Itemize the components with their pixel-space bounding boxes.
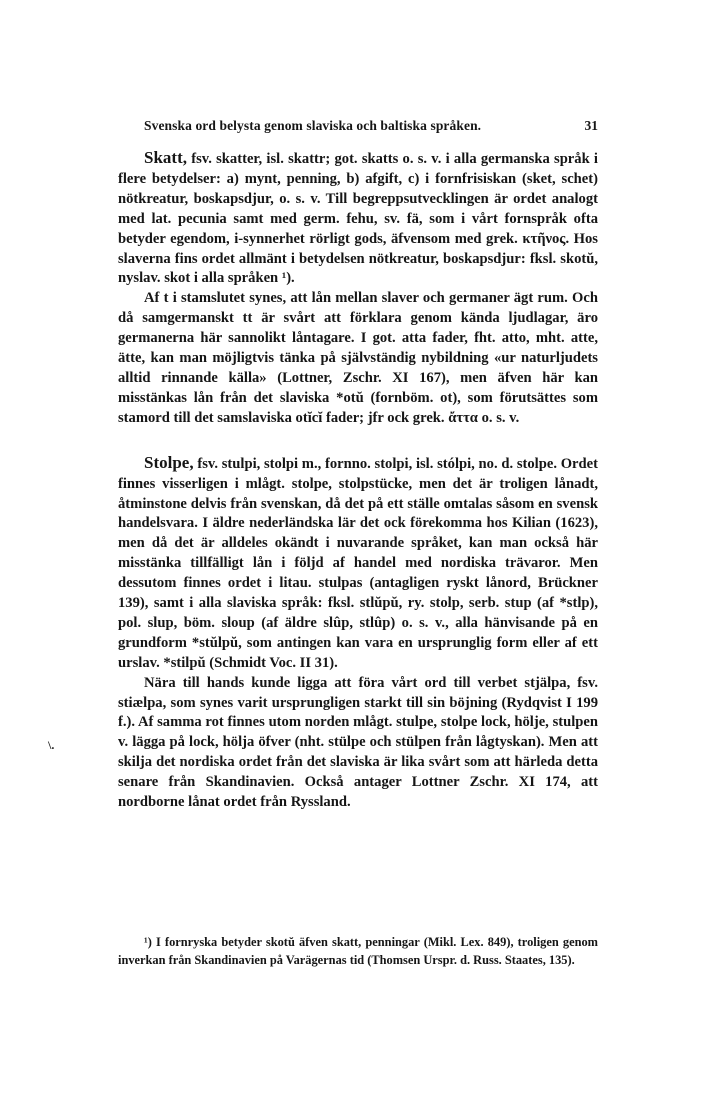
headword: Skatt, xyxy=(144,148,187,167)
entry-skatt xyxy=(118,148,598,429)
entry-stolpe xyxy=(118,453,598,813)
entry-paragraph: Af t i stamslutet synes, att lån mellan slaver och germaner ägt rum. Och då samgermanskt tt är svårt att förklara genom kända ljudlagar, äro germanerna här sannolikt låntagare. I got. atta fader, fht. atto, mht. atte, ätte, kan man möjligtvis tänka på självständig nybildning «ur naturljudets alltid rinnande källa» (Lottner, Zschr. XI 167), men äfven här kan misstänkas lån från det slaviska *otŭ (fornböm. ot), som förutsättes som stamord till det samslaviska otĭcĭ fader; jfr ock grek. ἄττα o. s. v. xyxy=(118,290,598,426)
margin-mark: \. xyxy=(48,738,55,752)
entry-paragraph xyxy=(118,453,598,674)
running-head xyxy=(118,118,598,138)
page-number: 31 xyxy=(584,118,598,133)
entry-paragraph: Nära till hands kunde ligga att föra vårt ord till verbet stjälpa, fsv. stiælpa, som synes varit ursprungligen starkt till sin böjning (Rydqvist I 199 f.). Af samma rot finnes utom norden mlågt. stulpe, stolpe lock, hölje, stulpen v. lägga på lock, hölja öfver (nht. stülpe och stülpen från lågtyskan). Men att skilja det nordiska ordet från det slaviska är lika svårt som att härleda detta senare från Skandinavien. Också antager Lottner Zschr. XI 174, att nordborne lånat ordet från Ryssland. xyxy=(118,674,598,811)
entry-paragraph xyxy=(118,148,598,289)
headword: Stolpe, xyxy=(144,452,194,472)
entry-text: fsv. stulpi, stolpi m., fornno. stolpi, isl. stólpi, no. d. stolpe. Ordet finnes visserligen i mlågt. stolpe, stolpstücke, men det är troligen lånadt, åtminstone delvis från svenskan, då det på ett ställe omtalas såsom en svensk handelsvara. I äldre nederländska lär det ock förekomma hos Kilian (1623), men då det är alldeles okändt i nuvarande språket, kan man också här misstänka tillfälligt lån i följd af handel med nordiska trävaror. Men dessutom finnes ordet i litau. stulpas (antagligen ryskt lånord, Brückner 139), samt i alla slaviska språk: fksl. stlŭpŭ, ry. stolp, serb. stup (af *stlp), pol. slup, böm. sloup (af äldre slûp, stlûp) o. s. v., alla hänvisande på en grundform *stŭlpŭ, som antingen kan vara en ursprunglig form eller af ett urslav. *stilpŭ (Schmidt Voc. II 31). xyxy=(118,455,598,671)
running-head-title: Svenska ord belysta genom slaviska och baltiska språken. xyxy=(144,118,482,133)
entry-text: fsv. skatter, isl. skattr; got. skatts o. s. v. i alla germanska språk i flere betydelser: a) mynt, penning, b) afgift, c) i fornfrisiskan (sket, schet) nötkreatur, boskapsdjur, o. s. v. Till begreppsutvecklingen är ordet analogt med lat. pecunia samt med germ. fehu, sv. fä, som i vårt fornspråk ofta betyder egendom, i-synnerhet rörligt gods, äfvensom med grek. κτῆνος. Hos slaverna fins ordet allmänt i betydelsen nötkreatur, boskapsdjur: fksl. skotŭ, nyslav. skot i alla språken ¹). xyxy=(118,151,598,287)
main-text xyxy=(118,148,598,813)
footnote: ¹) I fornryska betyder skotŭ äfven skatt, penningar (Mikl. Lex. 849), troligen genom inverkan från Skandinavien på Varägernas tid (Thomsen Urspr. d. Russ. Staates, 135). xyxy=(118,935,598,967)
footnotes xyxy=(118,934,598,969)
